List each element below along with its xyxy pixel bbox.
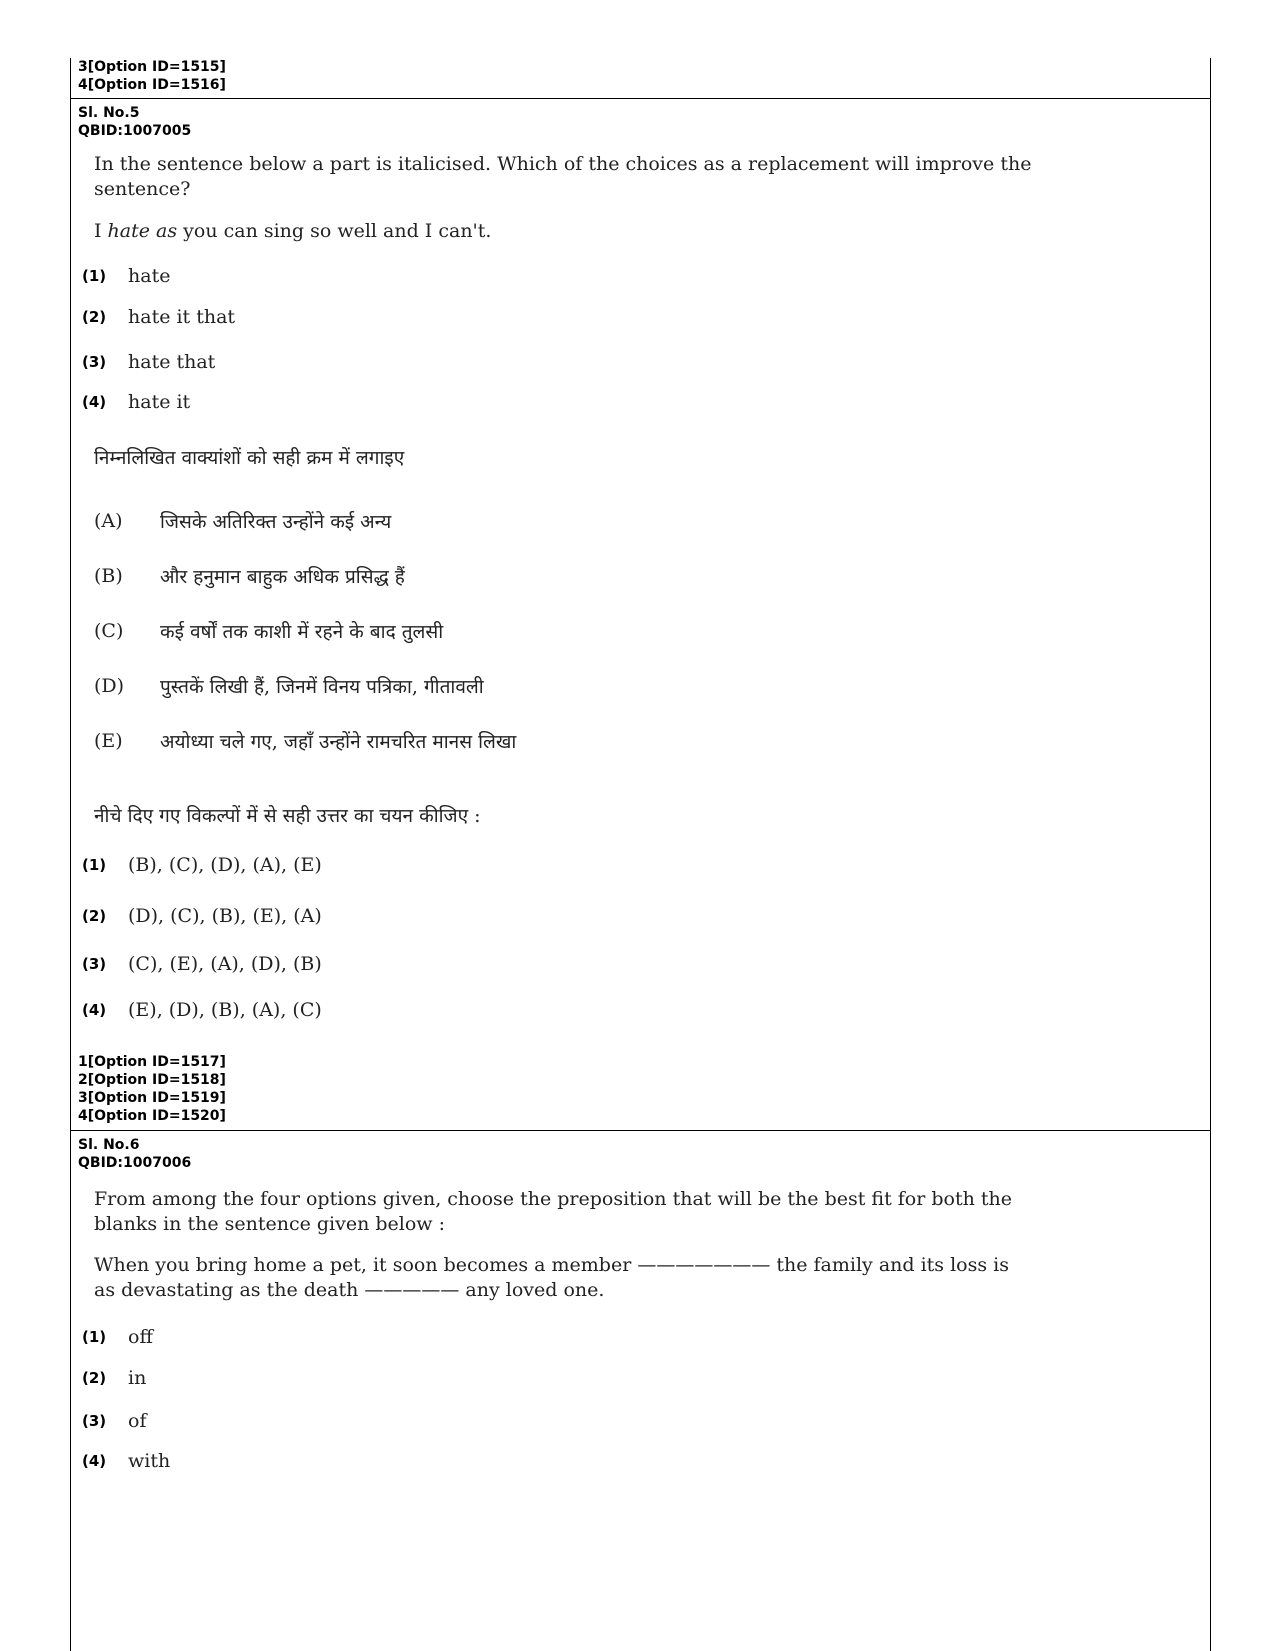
q5-option[interactable]: (1) hate <box>82 265 171 287</box>
hindi-option[interactable]: (3) (C), (E), (A), (D), (B) <box>82 953 322 975</box>
option-id-line: 1[Option ID=1517] <box>78 1054 226 1070</box>
q5-option[interactable]: (2) hate it that <box>82 306 236 328</box>
q6-option[interactable]: (3) of <box>82 1410 147 1432</box>
option-id-line: 2[Option ID=1518] <box>78 1072 226 1088</box>
left-border <box>70 58 71 1651</box>
hindi-item: (A) जिसके अतिरिक्त उन्होंने कई अन्य <box>94 510 392 533</box>
hindi-item: (B) और हनुमान बाहुक अधिक प्रसिद्ध हैं <box>94 565 405 588</box>
q5-italic-part: hate as <box>107 220 178 242</box>
q6-qbid: QBID:1007006 <box>78 1155 192 1171</box>
q5-instruction: In the sentence below a part is italicised. Which of the choices as a replacement will improve the sentence? <box>94 153 1032 200</box>
q6-header <box>78 1136 191 1172</box>
q5-option-ids <box>78 1053 226 1125</box>
hindi-option[interactable]: (1) (B), (C), (D), (A), (E) <box>82 854 322 876</box>
q6-option[interactable]: (1) off <box>82 1326 153 1348</box>
section-divider <box>70 98 1211 99</box>
section-divider <box>70 1130 1211 1131</box>
q6-instruction: From among the four options given, choose the preposition that will be the best fit for both the blanks in the sentence given below : <box>94 1188 1012 1235</box>
hindi-item: (E) अयोध्या चले गए, जहाँ उन्होंने रामचरित मानस लिखा <box>94 730 517 753</box>
option-id-line: 4[Option ID=1520] <box>78 1108 226 1124</box>
hindi-item: (C) कई वर्षों तक काशी में रहने के बाद तुलसी <box>94 620 444 643</box>
hindi-option[interactable]: (2) (D), (C), (B), (E), (A) <box>82 905 322 927</box>
q5-option[interactable]: (4) hate it <box>82 391 191 413</box>
option-id-line: 3[Option ID=1519] <box>78 1090 226 1106</box>
q5-option[interactable]: (3) hate that <box>82 351 216 373</box>
q6-option[interactable]: (2) in <box>82 1367 147 1389</box>
q5-sentence: I hate as you can sing so well and I can't. <box>94 220 492 242</box>
hindi-instruction: निम्नलिखित वाक्यांशों को सही क्रम में लगाइए <box>94 447 405 469</box>
q6-sentence-line: When you bring home a pet, it soon becomes a member ——————— the family and its loss is <box>94 1254 1009 1276</box>
q6-sentence-line: as devastating as the death ————— any loved one. <box>94 1279 605 1301</box>
q5-serial: Sl. No.5 <box>78 105 140 121</box>
right-border <box>1210 58 1211 1651</box>
q6-serial: Sl. No.6 <box>78 1137 140 1153</box>
q5-header <box>78 104 191 140</box>
option-id-line: 3[Option ID=1515] <box>78 59 226 75</box>
hindi-option[interactable]: (4) (E), (D), (B), (A), (C) <box>82 999 322 1021</box>
q6-sentence <box>94 1253 1034 1303</box>
q5-qbid: QBID:1007005 <box>78 123 192 139</box>
option-id-line: 4[Option ID=1516] <box>78 77 226 93</box>
hindi-item: (D) पुस्तकें लिखी हैं, जिनमें विनय पत्रिका, गीतावली <box>94 675 484 698</box>
prev-option-ids <box>78 58 226 94</box>
hindi-choose-instruction: नीचे दिए गए विकल्पों में से सही उत्तर का चयन कीजिए : <box>94 805 481 827</box>
q6-option[interactable]: (4) with <box>82 1450 171 1472</box>
